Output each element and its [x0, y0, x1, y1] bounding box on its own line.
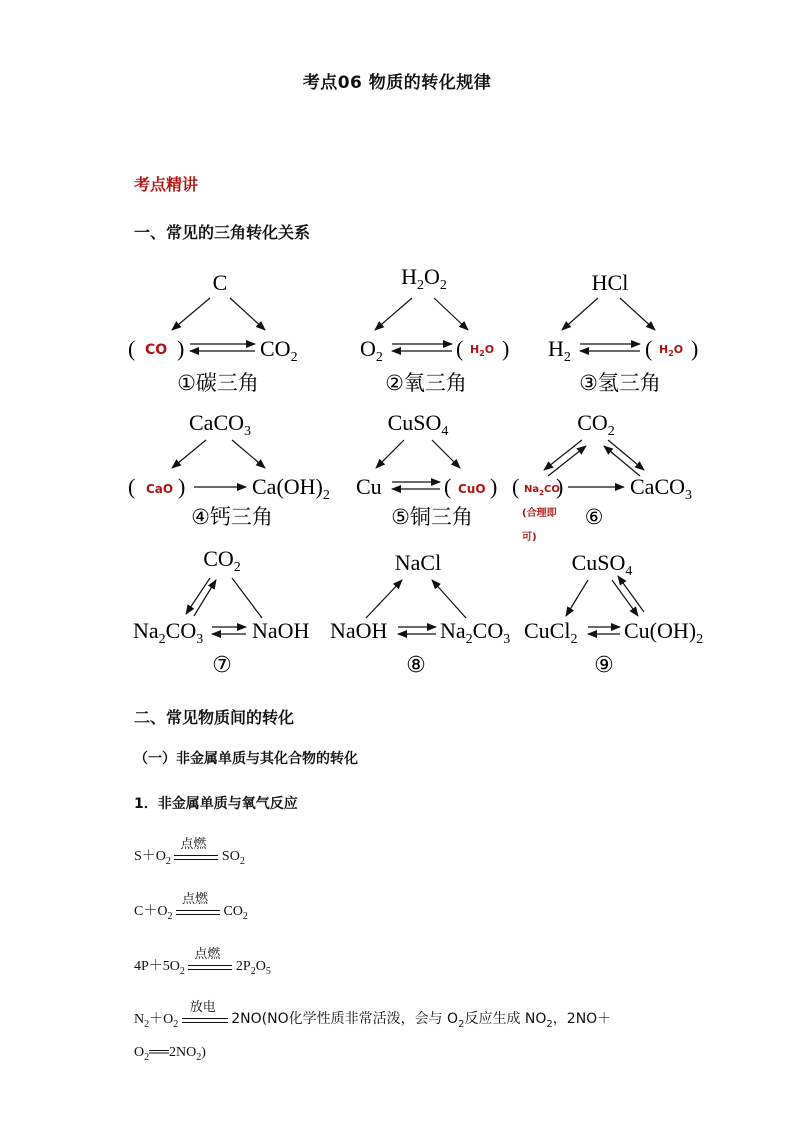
triangle-eight [330, 550, 510, 678]
t5-left: Cu [356, 474, 382, 499]
svg-text:CO2: $CO_2$ [577, 410, 615, 439]
svg-text:): ) [178, 474, 186, 499]
triangle-calcium [128, 410, 330, 529]
equation-4-continued: $O_2══2NO_2$) [134, 1045, 206, 1063]
svg-text:H2O: $H_2O$ [659, 343, 684, 358]
svg-text:): ) [502, 336, 510, 361]
t6-note-1: (合理即 [522, 508, 557, 519]
t5-right: CuO [458, 482, 486, 496]
svg-text:): ) [556, 474, 564, 499]
svg-text:(: ( [128, 336, 136, 361]
t3-top: HCl [591, 270, 629, 295]
svg-text:): ) [177, 336, 185, 361]
svg-text:CuCl2: CuCl$_2$ [524, 618, 578, 647]
page-title: 考点06 物质的转化规律 [302, 73, 492, 93]
t8-label: ⑧ [406, 653, 426, 678]
svg-text:CaCO3: CaCO$_3$ [630, 474, 692, 503]
t3-label: ③氢三角 [579, 371, 661, 395]
svg-text:H2: $H_2$ [548, 336, 571, 365]
svg-text:CO2: $CO_2$ [260, 336, 298, 365]
t2-label: ②氧三角 [385, 371, 467, 395]
t4-left: CaO [146, 482, 174, 496]
t4-label: ④钙三角 [191, 505, 273, 529]
t8-left: NaOH [330, 618, 388, 643]
svg-text:Na2CO3: $Na_2CO_3$ [133, 618, 204, 647]
svg-text:(: ( [512, 474, 520, 499]
t7-right: NaOH [252, 618, 310, 643]
triangle-seven [133, 546, 310, 678]
eq1-condition: 点燃 [180, 836, 207, 852]
svg-text:(: ( [128, 474, 136, 499]
t9-label: ⑨ [594, 653, 614, 678]
svg-text:H2O: $H_2O$ [470, 343, 495, 358]
svg-text:Na2CO3: $Na_2CO_3$ [440, 618, 511, 647]
svg-text:CuSO4: CuSO$_4$ [571, 550, 633, 579]
heading-triangles: 一、常见的三角转化关系 [134, 223, 311, 242]
t7-label: ⑦ [212, 653, 232, 678]
svg-text:): ) [490, 474, 498, 499]
triangle-carbon [128, 270, 298, 395]
equation-1: $S+O_2$ 点燃 $SO_2$ [134, 845, 245, 867]
eq4-condition: 放电 [189, 999, 216, 1015]
svg-text:Cu(OH)2: $Cu(OH)_2$ [624, 618, 704, 647]
eq2-condition: 点燃 [181, 891, 208, 907]
svg-text:): ) [691, 336, 699, 361]
eq3-condition: 点燃 [194, 946, 221, 962]
triangle-nine [524, 550, 703, 678]
equation-2: $C+O_2$ 点燃 $CO_2$ [134, 900, 248, 922]
equation-4: $N_2+O_2$ 放电 2NO(NO化学性质非常活泼，会与 $O_2$反应生成 $NO_2$，2NO＋ [134, 1008, 611, 1030]
t6-label: ⑥ [584, 505, 604, 529]
heading-oxygen-reaction: 1．非金属单质与氧气反应 [134, 796, 298, 812]
triangle-copper [356, 410, 497, 529]
triangle-six [512, 410, 692, 543]
t5-label: ⑤铜三角 [391, 505, 473, 529]
svg-text:(: ( [444, 474, 452, 499]
svg-text:CuSO4: CuSO$_4$ [387, 410, 449, 439]
triangle-hydrogen [548, 270, 698, 395]
svg-text:Ca(OH)2: $Ca(OH)_2$ [252, 474, 330, 503]
heading-conversions: 二、常见物质间的转化 [134, 708, 295, 727]
t1-label: ①碳三角 [177, 371, 259, 395]
svg-text:C: C [212, 270, 228, 295]
triangle-oxygen [360, 264, 509, 395]
svg-text:(: ( [645, 336, 653, 361]
svg-text:CO2: $CO_2$ [203, 546, 241, 575]
svg-text:O2: $O_2$ [360, 336, 383, 365]
equation-3: $4P+5O_2$ 点燃 $2P_2O_5$ [134, 955, 271, 977]
t1-left: CO [145, 342, 168, 358]
section-label: 考点精讲 [134, 175, 199, 194]
t6-note-2: 可) [522, 532, 537, 543]
svg-text:(: ( [456, 336, 464, 361]
svg-text:Na2CO: $Na_2CO$ [524, 484, 560, 497]
svg-text:H2O2: $H_2O_2$ [401, 264, 447, 293]
heading-nonmetal: （一）非金属单质与其化合物的转化 [134, 751, 358, 767]
t8-top: NaCl [394, 550, 442, 575]
svg-text:CaCO3: CaCO$_3$ [189, 410, 251, 439]
